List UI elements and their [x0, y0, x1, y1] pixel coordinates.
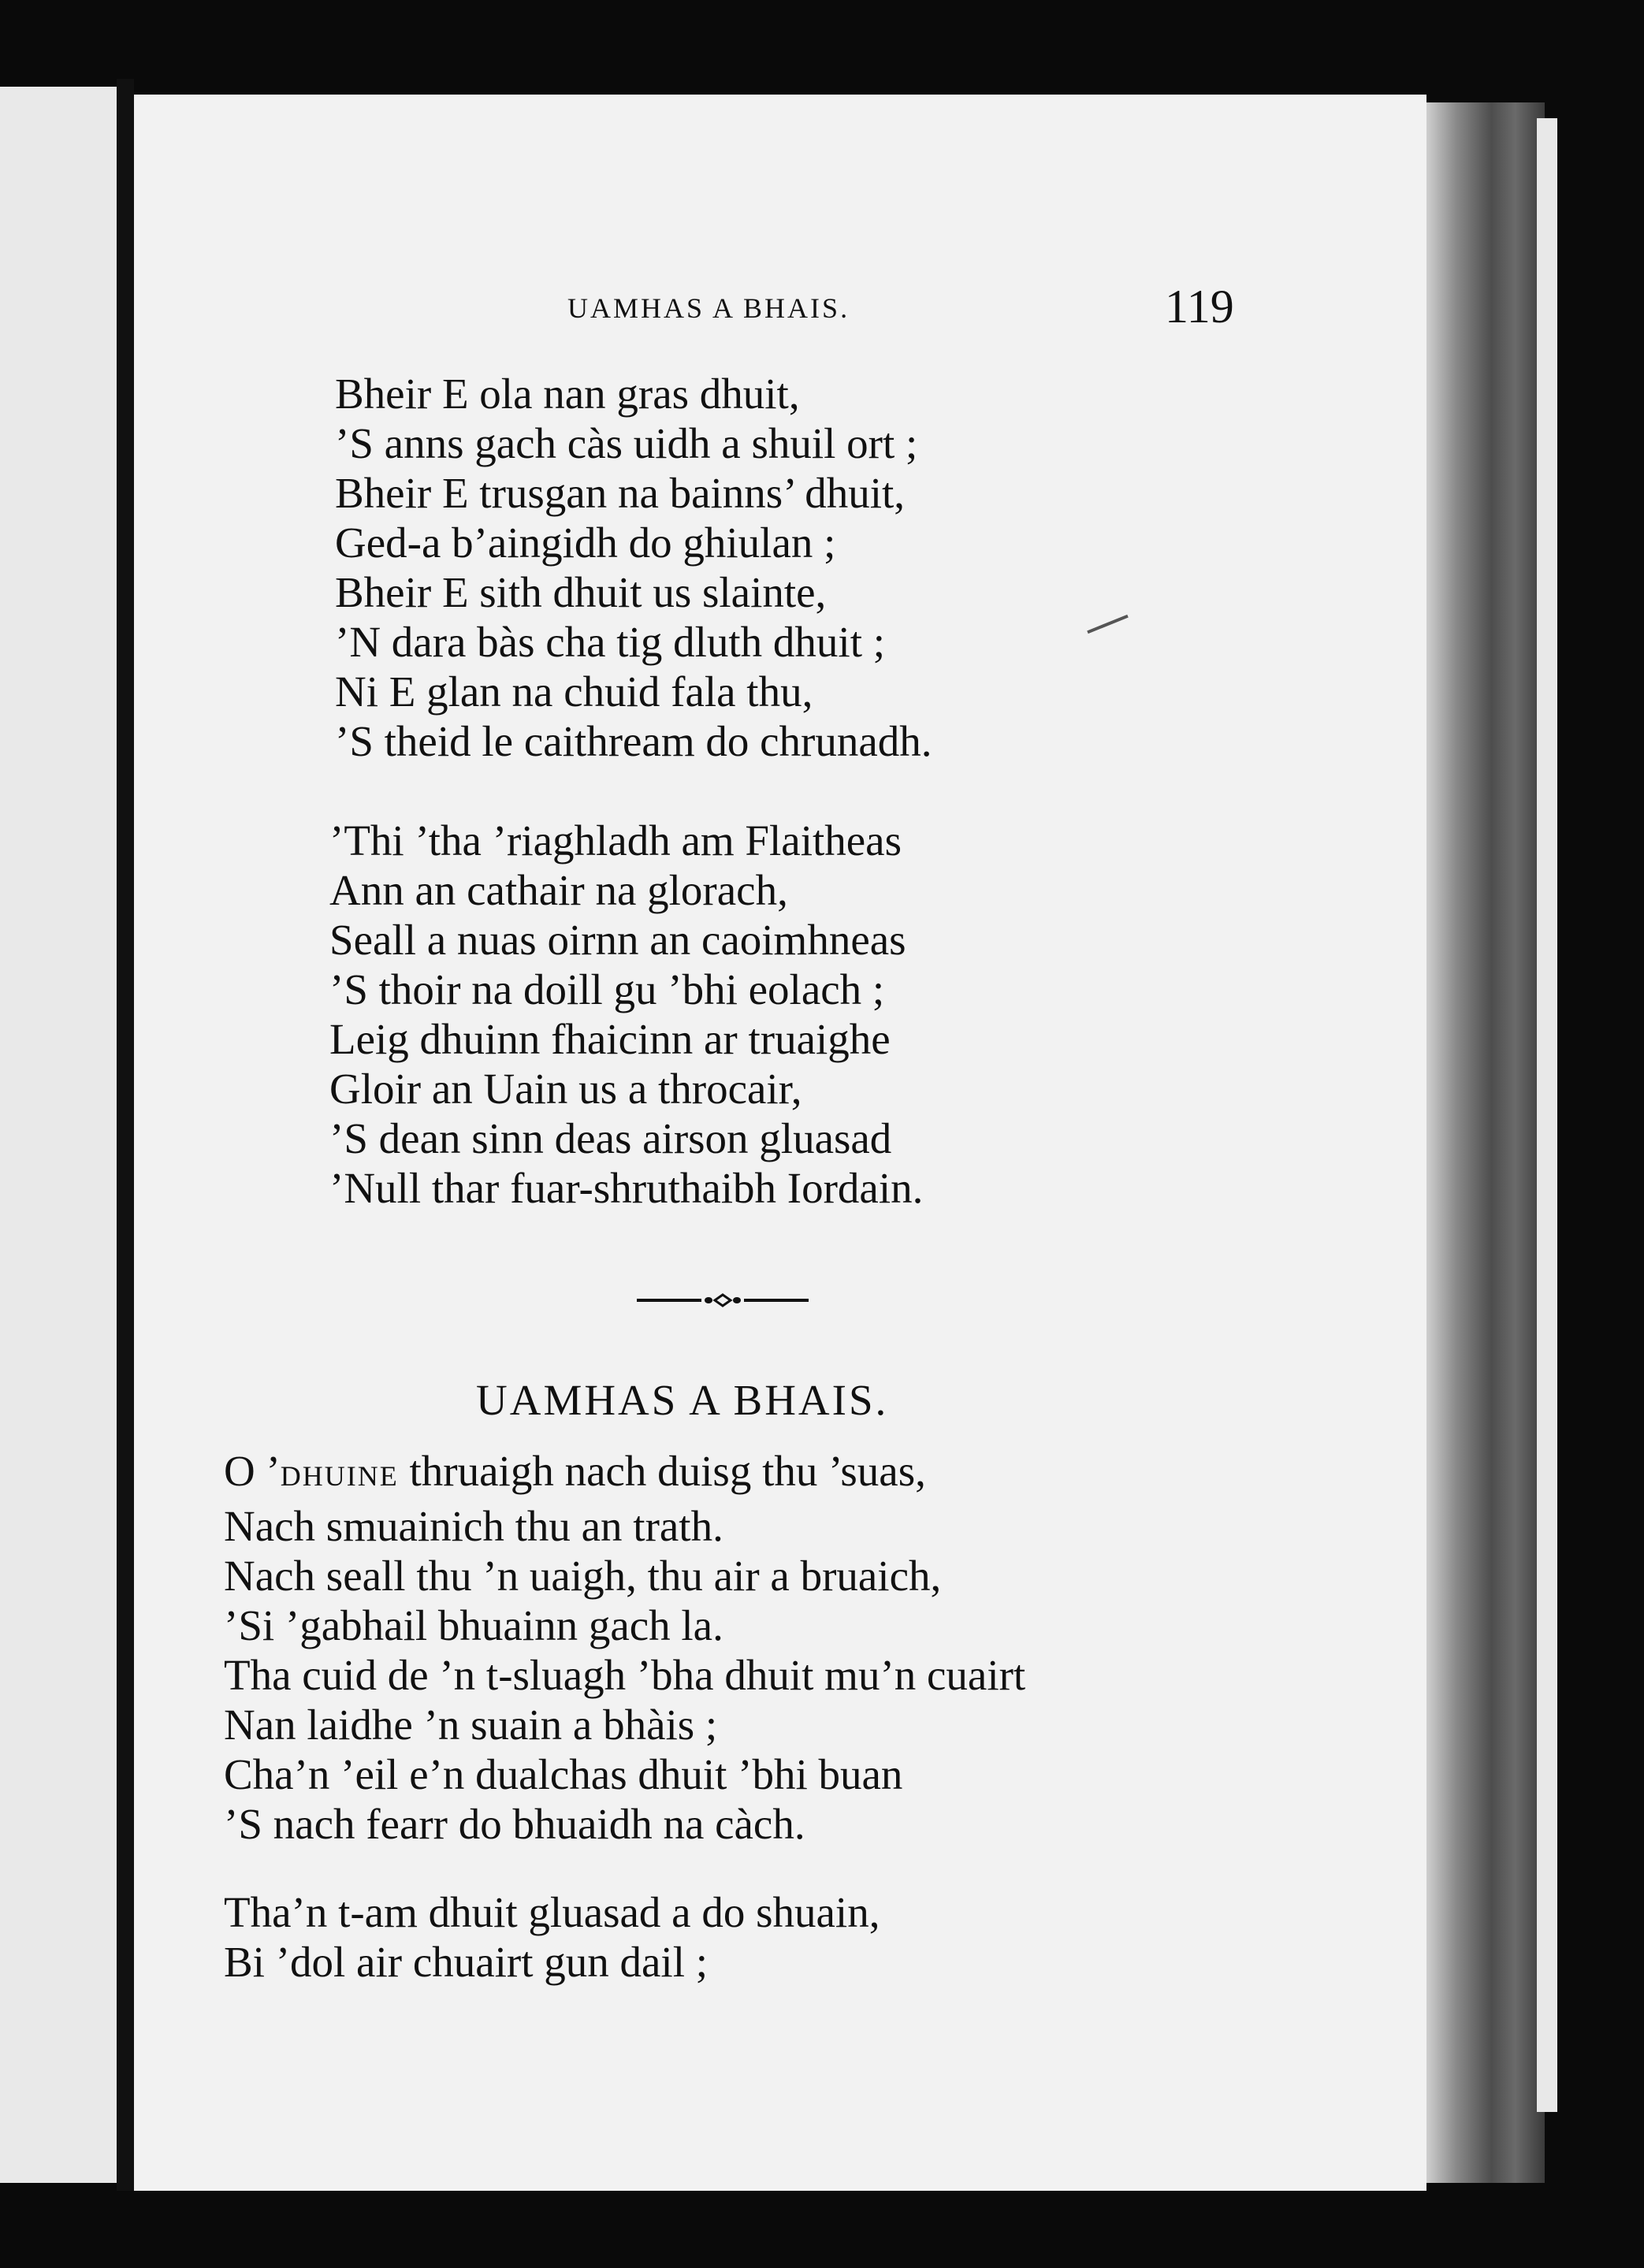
previous-page-edge [0, 87, 117, 2183]
verse-line: Ged-a b’aingidh do ghiulan ; [335, 519, 836, 567]
ornamental-rule [637, 1292, 809, 1308]
section-title: UAMHAS A BHAIS. [476, 1376, 889, 1424]
ornament-icon [701, 1292, 744, 1308]
verse-line: Gloir an Uain us a throcair, [329, 1065, 802, 1113]
verse-line: Tha’n t-am dhuit gluasad a do shuain, [224, 1888, 880, 1936]
verse-line: Bheir E sith dhuit us slainte, [335, 568, 827, 616]
verse-line: Nach smuainich thu an trath. [224, 1502, 723, 1550]
stanza-top-2 [329, 816, 923, 1213]
verse-line: ’S anns gach càs uidh a shuil ort ; [335, 419, 918, 467]
verse-line: ’Thi ’tha ’riaghladh am Flaitheas [329, 816, 902, 864]
verse-line: ’N dara bàs cha tig dluth dhuit ; [335, 618, 886, 666]
verse-line: ’Null thar fuar-shruthaibh Iordain. [329, 1164, 924, 1212]
verse-line: Bi ’dol air chuairt gun dail ; [224, 1938, 709, 1986]
verse-line: Nan laidhe ’n suain a bhàis ; [224, 1701, 718, 1749]
verse-line: Bheir E trusgan na bainns’ dhuit, [335, 469, 906, 517]
verse-line: ’S thoir na doill gu ’bhi eolach ; [329, 965, 885, 1013]
book-gutter [117, 79, 134, 2191]
stanza-top-1 [335, 369, 932, 766]
verse-line: Cha’n ’eil e’n dualchas dhuit ’bhi buan [224, 1750, 903, 1798]
verse-line: Leig dhuinn fhaicinn ar truaighe [329, 1015, 891, 1063]
verse-line: ’S nach fearr do bhuaidh na càch. [224, 1800, 805, 1848]
first-word-smallcaps: DHUINE [280, 1460, 399, 1492]
verse-line: Bheir E ola nan gras dhuit, [335, 370, 800, 418]
verse-line: Nach seall thu ’n uaigh, thu air a bruaich, [224, 1552, 942, 1600]
rule-left [637, 1299, 701, 1302]
first-line-start: O ’ [224, 1447, 281, 1495]
stanza-bottom-2 [224, 1887, 880, 1987]
page-edge-highlight [1537, 118, 1557, 2112]
verse-line: Tha cuid de ’n t-sluagh ’bha dhuit mu’n cuairt [224, 1651, 1026, 1699]
verse-line: Seall a nuas oirnn an caoimhneas [329, 916, 906, 964]
verse-line: ’S theid le caithream do chrunadh. [335, 717, 932, 765]
verse-line: Ni E glan na chuid fala thu, [335, 667, 813, 716]
stanza-bottom-1 [224, 1446, 1025, 1849]
page-number: 119 [1165, 281, 1234, 333]
verse-line: ’S dean sinn deas airson gluasad [329, 1114, 892, 1162]
verse-line: Ann an cathair na glorach, [329, 866, 788, 914]
verse-line: ’Si ’gabhail bhuainn gach la. [224, 1601, 723, 1649]
first-line-rest: thruaigh nach duisg thu ’suas, [398, 1447, 926, 1495]
rule-right [744, 1299, 809, 1302]
page-block-edge [1426, 102, 1545, 2183]
verse-line-first [224, 1446, 1025, 1501]
running-head: UAMHAS A BHAIS. [567, 292, 850, 324]
